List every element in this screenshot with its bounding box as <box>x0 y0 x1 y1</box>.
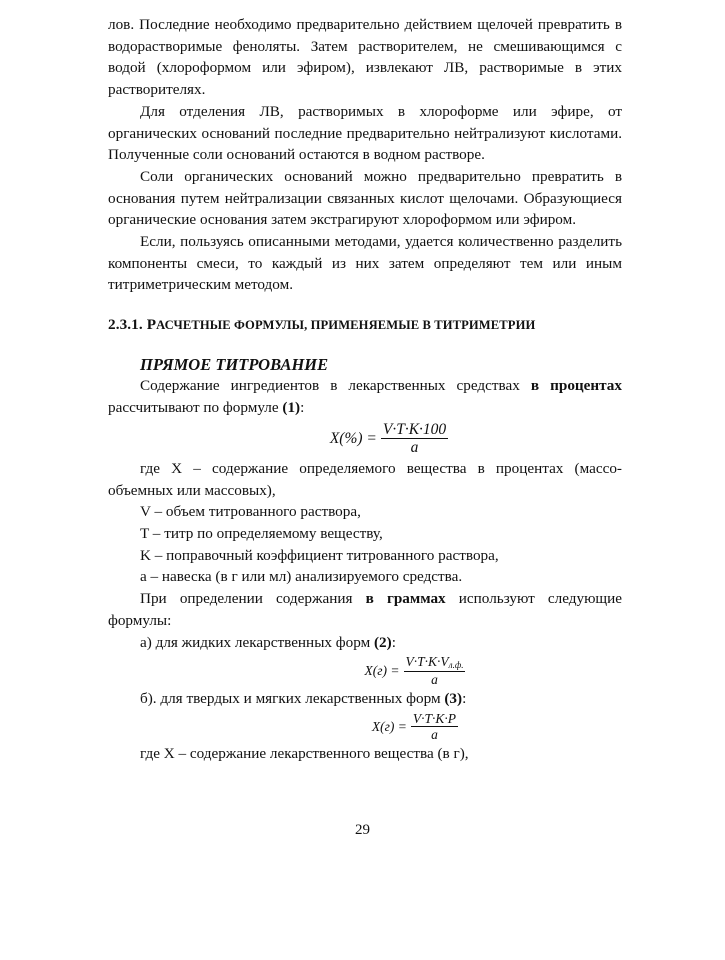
paragraph-2: Для отделения ЛВ, растворимых в хлороформе или эфире, от органических оснований последние предварительно нейтрализуют кислотами. Полученные соли оснований остаются в водном растворе. <box>108 102 622 164</box>
section-heading-first-letter: Р <box>146 316 157 334</box>
paragraph-1: лов. Последние необходимо предварительно действием щелочей превратить в водорастворимые феноляты. Затем растворителем, не смешивающимся с водой (хлороформом или эфиром), извлекают ЛВ, растворимые в этих растворителях. <box>108 16 622 99</box>
formula-1-denominator: a <box>410 439 419 457</box>
grams-intro-bold: в граммах <box>365 590 446 608</box>
percent-intro-mid: рассчитывают по формуле <box>108 398 283 416</box>
formula-1 <box>156 421 622 458</box>
liquid-forms-post: : <box>391 633 396 651</box>
solid-forms-text: б). для твердых и мягких лекарственных форм <box>140 689 445 707</box>
section-heading-rest: АСЧЕТНЫЕ ФОРМУЛЫ, ПРИМЕНЯЕМЫЕ В ТИТРИМЕТРИИ <box>156 318 536 333</box>
section-number: 2.3.1. <box>108 316 143 334</box>
definition-a: a – навеска (в г или мл) анализируемого средства. <box>140 568 463 586</box>
subsection-heading: ПРЯМОЕ ТИТРОВАНИЕ <box>140 355 329 375</box>
formula-3-fraction <box>411 711 458 744</box>
definition-t: T – титр по определяемому веществу, <box>140 525 383 543</box>
liquid-forms-line <box>108 632 622 654</box>
formula-3-numerator: V·T·K·P <box>412 710 457 726</box>
formula-3-denominator: a <box>431 727 438 743</box>
page-number: 29 <box>355 822 370 838</box>
formula-2 <box>208 654 622 688</box>
formula-ref-2: (2) <box>374 633 392 651</box>
formula-2-subscript: л.ф. <box>448 660 464 671</box>
last-definition-line: где X – содержание лекарственного вещества (в г), <box>140 745 469 763</box>
formula-2-lhs: X(г) = <box>364 663 400 679</box>
percent-intro-post: : <box>300 398 305 416</box>
formula-2-fraction <box>404 654 466 688</box>
percent-intro-pre: Содержание ингредиентов в лекарственных средствах <box>140 377 531 395</box>
percent-intro-bold: в процентах <box>530 377 622 395</box>
formula-1-lhs: X(%) = <box>329 430 377 448</box>
formula-3 <box>208 711 622 744</box>
liquid-forms-text: а) для жидких лекарственных форм <box>140 633 374 651</box>
formula-3-lhs: X(г) = <box>371 718 407 734</box>
formula-2-numerator-main: V·T·K·V <box>405 654 449 670</box>
percent-intro <box>108 375 622 418</box>
paragraph-4: Если, пользуясь описанными методами, удается количественно разделить компоненты смеси, то каждый из них затем определяют тем или иным титриметрическим методом. <box>108 233 622 294</box>
solid-forms-post: : <box>462 689 467 707</box>
formula-1-fraction <box>381 421 448 458</box>
formula-2-numerator <box>404 654 466 671</box>
section-heading <box>108 316 622 334</box>
solid-forms-line <box>108 688 622 710</box>
grams-intro-pre: При определении содержания <box>140 590 366 608</box>
formula-ref-3: (3) <box>444 689 463 707</box>
grams-intro <box>108 588 622 631</box>
formula-2-denominator: a <box>431 671 438 687</box>
definition-v: V – объем титрованного раствора, <box>140 503 361 521</box>
document-page <box>108 14 622 765</box>
paragraph-3: Соли органических оснований можно предварительно превратить в основания путем нейтрализации связанных кислот щелочами. Образующиеся органические основания затем экстрагируют хлороформом или эфиром. <box>108 167 622 229</box>
formula-ref-1: (1) <box>282 398 301 416</box>
definition-k: K – поправочный коэффициент титрованного раствора, <box>140 546 499 564</box>
definition-x: где X – содержание определяемого вещества в процентах (массо-объемных или массовых), <box>108 459 622 499</box>
grams-intro-post: используют следующие формулы: <box>108 590 622 629</box>
formula-1-numerator: V·T·K·100 <box>382 420 447 438</box>
